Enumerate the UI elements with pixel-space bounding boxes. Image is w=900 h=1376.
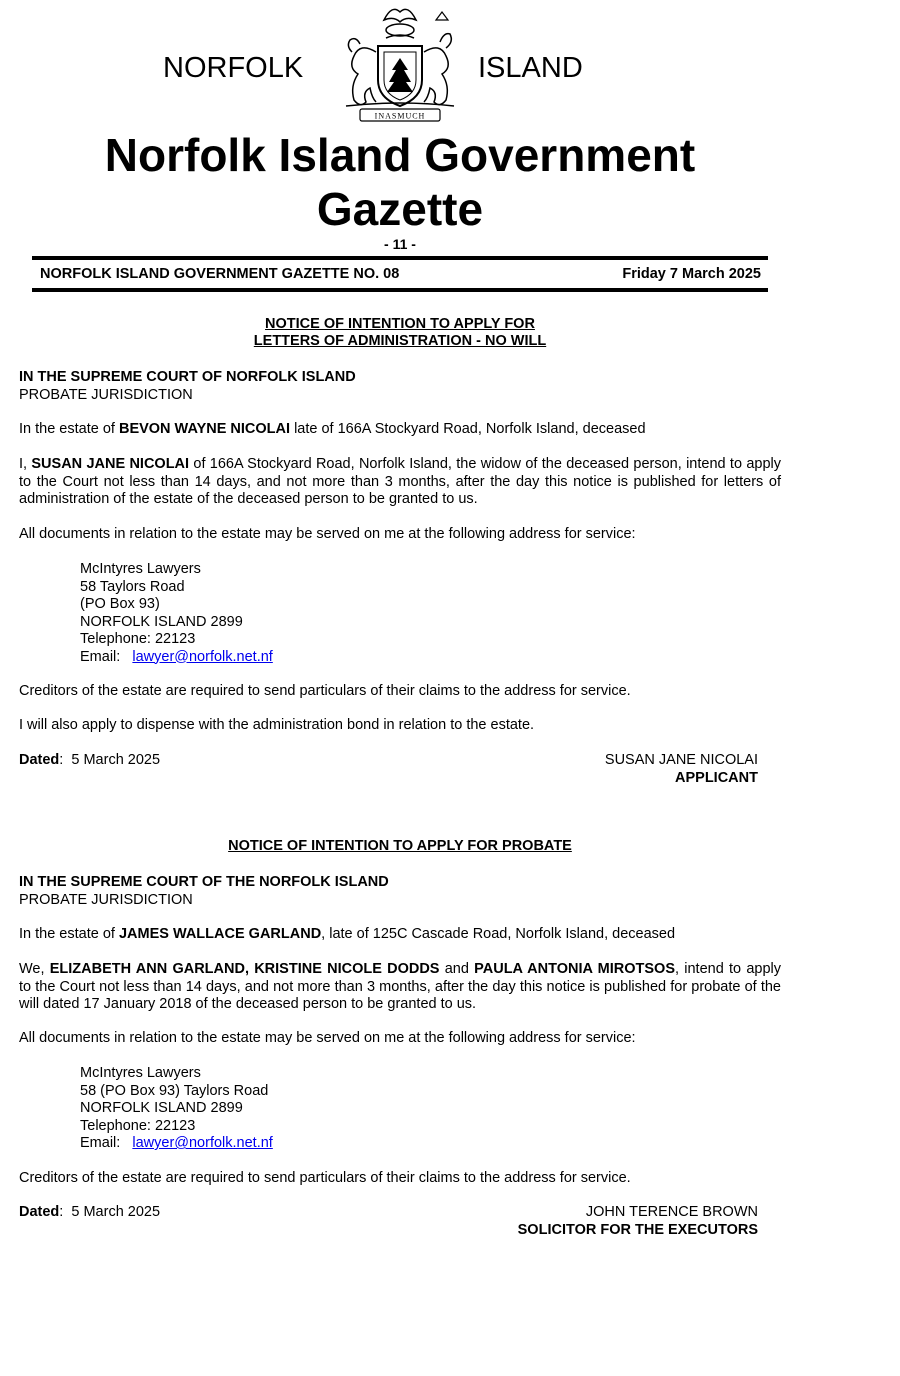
address-line: (PO Box 93) [80, 596, 160, 612]
notice2-title: NOTICE OF INTENTION TO APPLY FOR PROBATE [228, 838, 572, 854]
notice2-email-link[interactable]: lawyer@norfolk.net.nf [132, 1135, 273, 1151]
notice2-applicants-last: PAULA ANTONIA MIROTSOS [474, 961, 675, 977]
notice2-estate [19, 926, 781, 944]
notice1-creditors: Creditors of the estate are required to send particulars of their claims to the address for service. [19, 683, 631, 699]
gazette-title-line1: Norfolk Island Government [104, 129, 696, 181]
notice2-estate-prefix: In the estate of [19, 926, 119, 942]
notice1-applicant-prefix: I, [19, 456, 32, 472]
notice1-email-line [80, 649, 273, 667]
dated-value: : 5 March 2025 [59, 752, 161, 768]
notice1-applicant-paragraph [19, 456, 781, 509]
gazette-date: Friday 7 March 2025 [622, 266, 761, 282]
dated-label: Dated [19, 1204, 60, 1220]
address-line: Telephone: 22123 [80, 631, 196, 647]
notice1-jurisdiction: PROBATE JURISDICTION [19, 386, 193, 403]
notice2-estate-suffix: , late of 125C Cascade Road, Norfolk Island, deceased [321, 926, 676, 942]
notice1-documents: All documents in relation to the estate may be served on me at the following address for service: [19, 526, 636, 542]
notice2-email-line [80, 1135, 273, 1153]
dated-label: Dated [19, 752, 60, 768]
dated-value: : 5 March 2025 [59, 1204, 161, 1220]
email-label: Email: [80, 648, 129, 665]
address-line: 58 (PO Box 93) Taylors Road [80, 1082, 269, 1099]
header-island-word: ISLAND [478, 52, 583, 84]
notice2-applicants-names: ELIZABETH ANN GARLAND, KRISTINE NICOLE DODDS [49, 961, 440, 977]
notice1-signature [605, 752, 758, 787]
notice1-dated [19, 752, 160, 770]
notice1-court-block [19, 369, 781, 404]
notice2-court-block [19, 874, 781, 909]
notice2-applicants-and: and [439, 961, 475, 977]
address-line: NORFOLK ISLAND 2899 [80, 613, 243, 630]
notice1-title-line2: LETTERS OF ADMINISTRATION - NO WILL [253, 333, 547, 349]
address-line: McIntyres Lawyers [80, 561, 201, 577]
notice1-email-link[interactable]: lawyer@norfolk.net.nf [132, 648, 273, 665]
address-line: 58 Taylors Road [80, 578, 185, 595]
notice1-bond: I will also apply to dispense with the administration bond in relation to the estate. [19, 717, 535, 733]
notice1-estate-prefix: In the estate of [19, 421, 119, 437]
notice2-applicants-text: , intend to apply to the Court not less than 14 days, and not more than 3 months, after the day this notice is published for probate of the will dated 17 January 2018 of the deceased person to be granted to us. [19, 961, 781, 1012]
crest-motto: INASMUCH [374, 111, 426, 121]
notice2-applicants-paragraph [19, 961, 781, 1014]
notice1-address-block [80, 561, 273, 666]
notice1-estate [19, 421, 781, 439]
notice1-applicant-text: of 166A Stockyard Road, Norfolk Island, the widow of the deceased person, intend to apply to the Court not less than 14 days, and not more than 3 months, after the day this notice is published for letters of administration of the estate of the deceased person to be granted to us. [19, 456, 781, 507]
address-line: Telephone: 22123 [80, 1117, 196, 1134]
notice1-signatory-role: APPLICANT [675, 769, 758, 786]
page-number: - 11 - [384, 236, 416, 252]
notice1-title-line1: NOTICE OF INTENTION TO APPLY FOR [265, 316, 535, 332]
header-rule-bottom [32, 288, 768, 292]
notice2-court: IN THE SUPREME COURT OF THE NORFOLK ISLAND [19, 874, 389, 890]
notice2-signature [518, 1204, 758, 1239]
email-label: Email: [80, 1135, 129, 1151]
notice2-applicants-prefix: We, [19, 961, 50, 977]
notice2-jurisdiction: PROBATE JURISDICTION [19, 891, 193, 908]
notice1-estate-suffix: late of 166A Stockyard Road, Norfolk Island, deceased [290, 421, 646, 437]
notice2-signatory-role: SOLICITOR FOR THE EXECUTORS [517, 1221, 758, 1238]
notice1-signatory: SUSAN JANE NICOLAI [604, 752, 758, 768]
notice1-estate-name: BEVON WAYNE NICOLAI [118, 421, 291, 437]
coat-of-arms-icon [332, 2, 468, 124]
header-norfolk-word: NORFOLK [163, 52, 304, 84]
header-rule-top [32, 256, 768, 260]
gazette-title-line2: Gazette [316, 183, 484, 235]
gazette-number: NORFOLK ISLAND GOVERNMENT GAZETTE NO. 08 [40, 266, 400, 282]
notice1-applicant-name: SUSAN JANE NICOLAI [31, 456, 190, 472]
notice2-creditors: Creditors of the estate are required to send particulars of their claims to the address for service. [19, 1170, 631, 1186]
address-line: NORFOLK ISLAND 2899 [80, 1100, 243, 1116]
notice2-signatory: JOHN TERENCE BROWN [585, 1204, 758, 1220]
notice2-documents: All documents in relation to the estate may be served on me at the following address for service: [19, 1030, 636, 1046]
notice2-estate-name: JAMES WALLACE GARLAND [118, 926, 322, 942]
notice1-court: IN THE SUPREME COURT OF NORFOLK ISLAND [19, 369, 356, 385]
address-line: McIntyres Lawyers [80, 1065, 201, 1081]
notice2-address-block [80, 1065, 273, 1153]
notice2-dated [19, 1204, 160, 1222]
